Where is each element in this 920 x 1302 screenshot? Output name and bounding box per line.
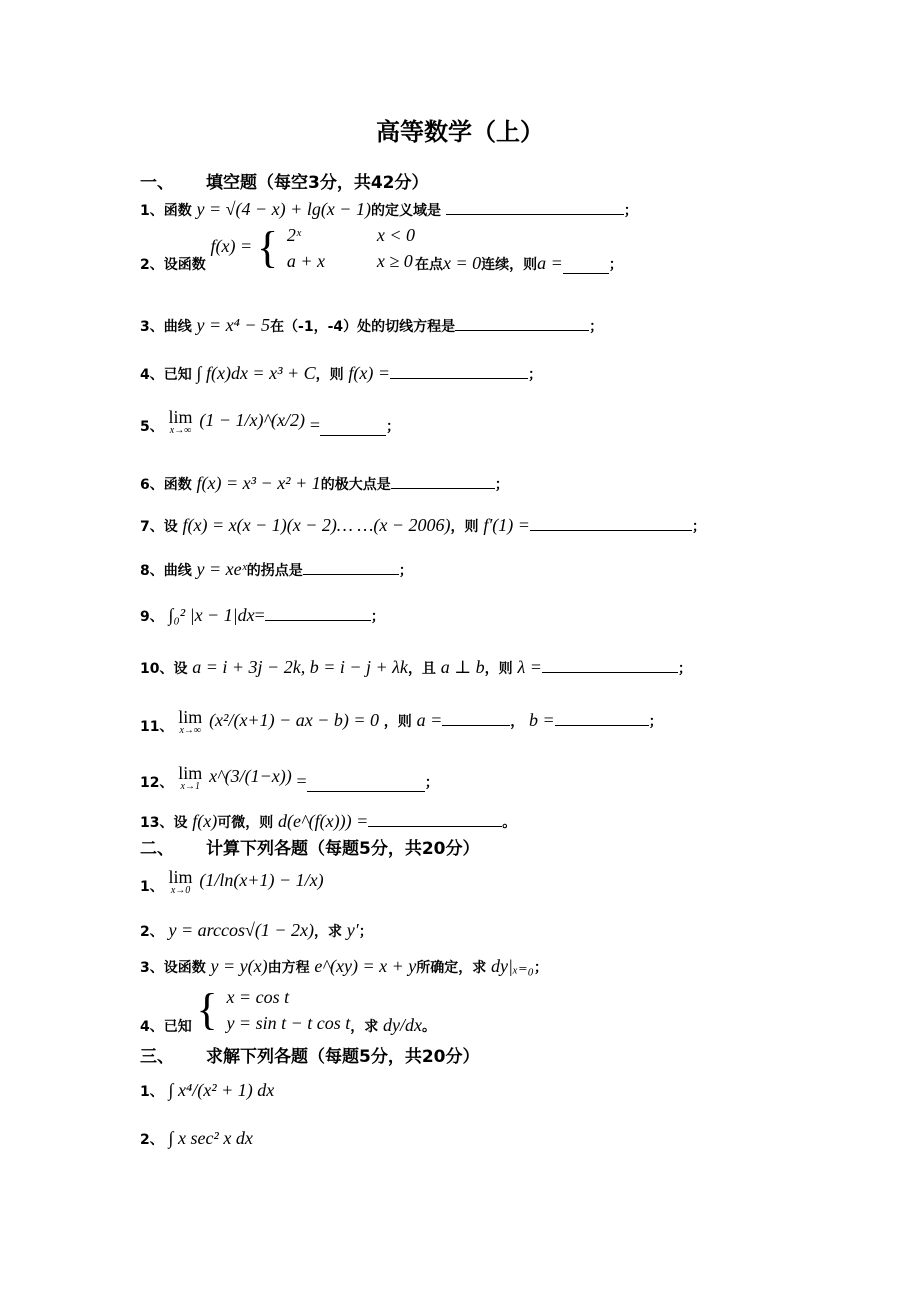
formula: ∫₀² |x − 1|dx: [168, 605, 255, 625]
section-title: 计算下列各题（每题5分，共20分）: [206, 839, 480, 859]
limit-operator: lim x→0: [168, 867, 193, 896]
problem-text: 由方程: [267, 960, 310, 976]
formula: f(x) = x³ − x² + 1: [196, 473, 321, 493]
problem-text: 函数: [163, 477, 192, 493]
formula: f(x) = x(x − 1)(x − 2)… …(x − 2006): [182, 515, 451, 535]
calc-problem-4: [140, 984, 436, 1036]
problem-text: 设函数: [163, 257, 206, 273]
section-heading-3: [140, 1042, 480, 1067]
problem-text: ；: [533, 960, 548, 976]
brace-icon: {: [256, 223, 279, 272]
answer-blank[interactable]: [391, 472, 495, 489]
parametric-cases: x = cos t y = sin t − t cos t: [226, 987, 351, 1033]
piecewise-cases: 2ˣ x < 0 a + x x ≥ 0: [286, 225, 415, 271]
section-number: 二、: [140, 839, 174, 859]
problem-text: 连续，则: [481, 257, 538, 273]
section-title: 填空题（每空3分，共42分）: [206, 173, 429, 193]
problem-number: 1、: [140, 1084, 164, 1100]
formula: y = arccos√(1 − 2x): [168, 920, 314, 940]
problem-number: 1、: [140, 203, 164, 219]
answer-blank[interactable]: [446, 198, 624, 215]
problem-text: ，且: [407, 661, 436, 677]
fill-problem-9: 9、 ∫₀² |x − 1|dx= ；: [140, 605, 385, 625]
fill-problem-7: 7、设 f(x) = x(x − 1)(x − 2)… …(x − 2006)，则 f′(1) = ；: [140, 515, 706, 535]
problem-number: 8、: [140, 563, 164, 579]
formula: a =: [416, 710, 443, 730]
formula: x = 0: [442, 253, 482, 273]
problem-text: 的定义域是: [370, 203, 441, 219]
fill-problem-3: 3、曲线 y = x⁴ − 5在（-1，-4）处的切线方程是 ；: [140, 315, 604, 335]
problem-number: 7、: [140, 519, 164, 535]
calc-problem-1: [140, 868, 324, 896]
section-title: 求解下列各题（每题5分，共20分）: [206, 1047, 480, 1067]
problem-text: 可微，则: [217, 815, 274, 831]
answer-blank[interactable]: [265, 604, 371, 621]
answer-blank[interactable]: [303, 558, 399, 575]
formula: a ⊥ b: [440, 657, 485, 677]
formula: y = xeˣ: [196, 559, 247, 579]
problem-text: 设: [173, 661, 188, 677]
formula: ∫ f(x)dx = x³ + C: [196, 363, 316, 383]
problem-text: 函数: [163, 203, 192, 219]
section-number: 三、: [140, 1047, 174, 1067]
problem-text: ；: [358, 924, 373, 940]
formula: ∫ x sec² x dx: [168, 1128, 253, 1148]
formula: x^(3/(1−x)): [209, 766, 292, 786]
problem-text: ，求: [314, 924, 342, 940]
fill-problem-12: 12、 lim x→1 x^(3/(1−x)) = ；: [140, 763, 439, 792]
fill-problem-13: [140, 810, 516, 832]
formula: (1 − 1/x)^(x/2): [199, 410, 306, 430]
formula: y = y(x): [210, 956, 268, 976]
fill-problem-8: 8、曲线 y = xeˣ的拐点是 ；: [140, 559, 413, 579]
fill-problem-2: 2、设函数 f(x) = { 2ˣ x < 0 a + x x ≥ 0 在点x = 0连续，则a = ；: [140, 223, 623, 273]
problem-text: 曲线: [163, 563, 192, 579]
problem-number: 3、: [140, 319, 164, 335]
problem-text: 设函数: [163, 960, 206, 976]
answer-blank[interactable]: [563, 257, 609, 274]
answer-blank[interactable]: [555, 709, 649, 726]
equals-sign: =: [309, 415, 320, 435]
section-heading-2: [140, 834, 480, 859]
formula: f(x): [192, 811, 218, 831]
formula: y = √(4 − x) + lg(x − 1): [196, 199, 371, 219]
problem-text: 已知: [163, 367, 192, 383]
answer-blank[interactable]: [368, 810, 502, 827]
calc-problem-2: [140, 920, 373, 941]
formula: b =: [529, 710, 555, 730]
formula: f(x) =: [210, 236, 253, 256]
formula: (x²/(x+1) − ax − b) = 0: [209, 710, 379, 730]
problem-text: 所确定，求: [416, 960, 487, 976]
answer-blank[interactable]: [530, 514, 692, 531]
problem-text: 已知: [163, 1019, 192, 1035]
calc-problem-3: [140, 956, 548, 977]
problem-text: 设: [163, 519, 178, 535]
answer-blank[interactable]: [390, 362, 528, 379]
fill-problem-1: 1、函数 y = √(4 − x) + lg(x − 1)的定义域是 ；: [140, 199, 638, 219]
problem-number: 9、: [140, 609, 164, 625]
problem-number: 3、: [140, 960, 164, 976]
problem-number: 2、: [140, 924, 164, 940]
separator: ，: [510, 714, 525, 730]
problem-number: 6、: [140, 477, 164, 493]
formula: a = i + 3j − 2k, b = i − j + λk: [192, 657, 408, 677]
problem-text: 。: [422, 1019, 436, 1035]
fill-problem-6: 6、函数 f(x) = x³ − x² + 1的极大点是 ；: [140, 473, 509, 493]
equals-sign: =: [254, 605, 265, 625]
formula: d(e^(f(x))) =: [278, 811, 369, 831]
problem-number: 13、: [140, 815, 174, 831]
fill-problem-10: 10、设 a = i + 3j − 2k, b = i − j + λk，且 a ⊥ b，则 λ = ；: [140, 657, 692, 677]
formula: dy/dx: [383, 1015, 422, 1035]
problem-text: 设: [173, 815, 188, 831]
problem-text: ，则: [484, 661, 513, 677]
problem-text: ，则: [450, 519, 479, 535]
problem-text: 在点: [414, 257, 443, 273]
answer-blank[interactable]: [307, 775, 425, 792]
problem-number: 4、: [140, 367, 164, 383]
problem-number: 11、: [140, 719, 174, 735]
problem-text: ，求: [350, 1019, 379, 1035]
limit-operator: lim x→∞: [168, 407, 193, 436]
answer-blank[interactable]: [542, 656, 678, 673]
answer-blank[interactable]: [442, 709, 510, 726]
formula: (1/ln(x+1) − 1/x): [199, 870, 324, 890]
problem-number: 1、: [140, 879, 164, 895]
formula: y′: [346, 920, 359, 940]
problem-text: ，则: [383, 714, 412, 730]
formula: e^(xy) = x + y: [314, 956, 417, 976]
equals-sign: =: [296, 771, 307, 791]
problem-text: 的拐点是: [246, 563, 303, 579]
limit-operator: lim x→1: [178, 763, 203, 792]
problem-number: 5、: [140, 419, 164, 435]
answer-blank[interactable]: [320, 419, 386, 436]
fill-problem-4: 4、已知 ∫ f(x)dx = x³ + C，则 f(x) = ；: [140, 363, 543, 383]
page-title: 高等数学（上）: [376, 118, 544, 146]
brace-icon: {: [196, 985, 218, 1034]
problem-number: 2、: [140, 1132, 164, 1148]
formula: y = x⁴ − 5: [196, 315, 271, 335]
problem-number: 10、: [140, 661, 174, 677]
problem-text: 的极大点是: [320, 477, 391, 493]
problem-text: 在（-1，-4）处的切线方程是: [270, 319, 456, 335]
problem-text: 。: [502, 815, 517, 831]
problem-text: 曲线: [163, 319, 192, 335]
formula: a =: [537, 253, 563, 273]
fill-problem-5: 5、 lim x→∞ (1 − 1/x)^(x/2) = ；: [140, 407, 400, 436]
formula: f(x) =: [348, 363, 391, 383]
formula: λ =: [517, 657, 542, 677]
answer-blank[interactable]: [455, 314, 589, 331]
section-heading-1: [140, 168, 429, 193]
problem-number: 12、: [140, 775, 174, 791]
formula: f′(1) =: [483, 515, 530, 535]
solve-problem-2: [140, 1128, 253, 1149]
limit-operator: lim x→∞: [178, 707, 203, 736]
problem-text: ，则: [315, 367, 344, 383]
formula: ∫ x⁴/(x² + 1) dx: [168, 1080, 275, 1100]
section-number: 一、: [140, 173, 174, 193]
fill-problem-11: 11、 lim x→∞ (x²/(x+1) − ax − b) = 0 ，则 a = ， b = ；: [140, 707, 663, 736]
problem-number: 4、: [140, 1019, 164, 1035]
solve-problem-1: [140, 1080, 274, 1101]
problem-number: 2、: [140, 257, 164, 273]
formula: dy|ₓ₌₀: [491, 956, 534, 976]
